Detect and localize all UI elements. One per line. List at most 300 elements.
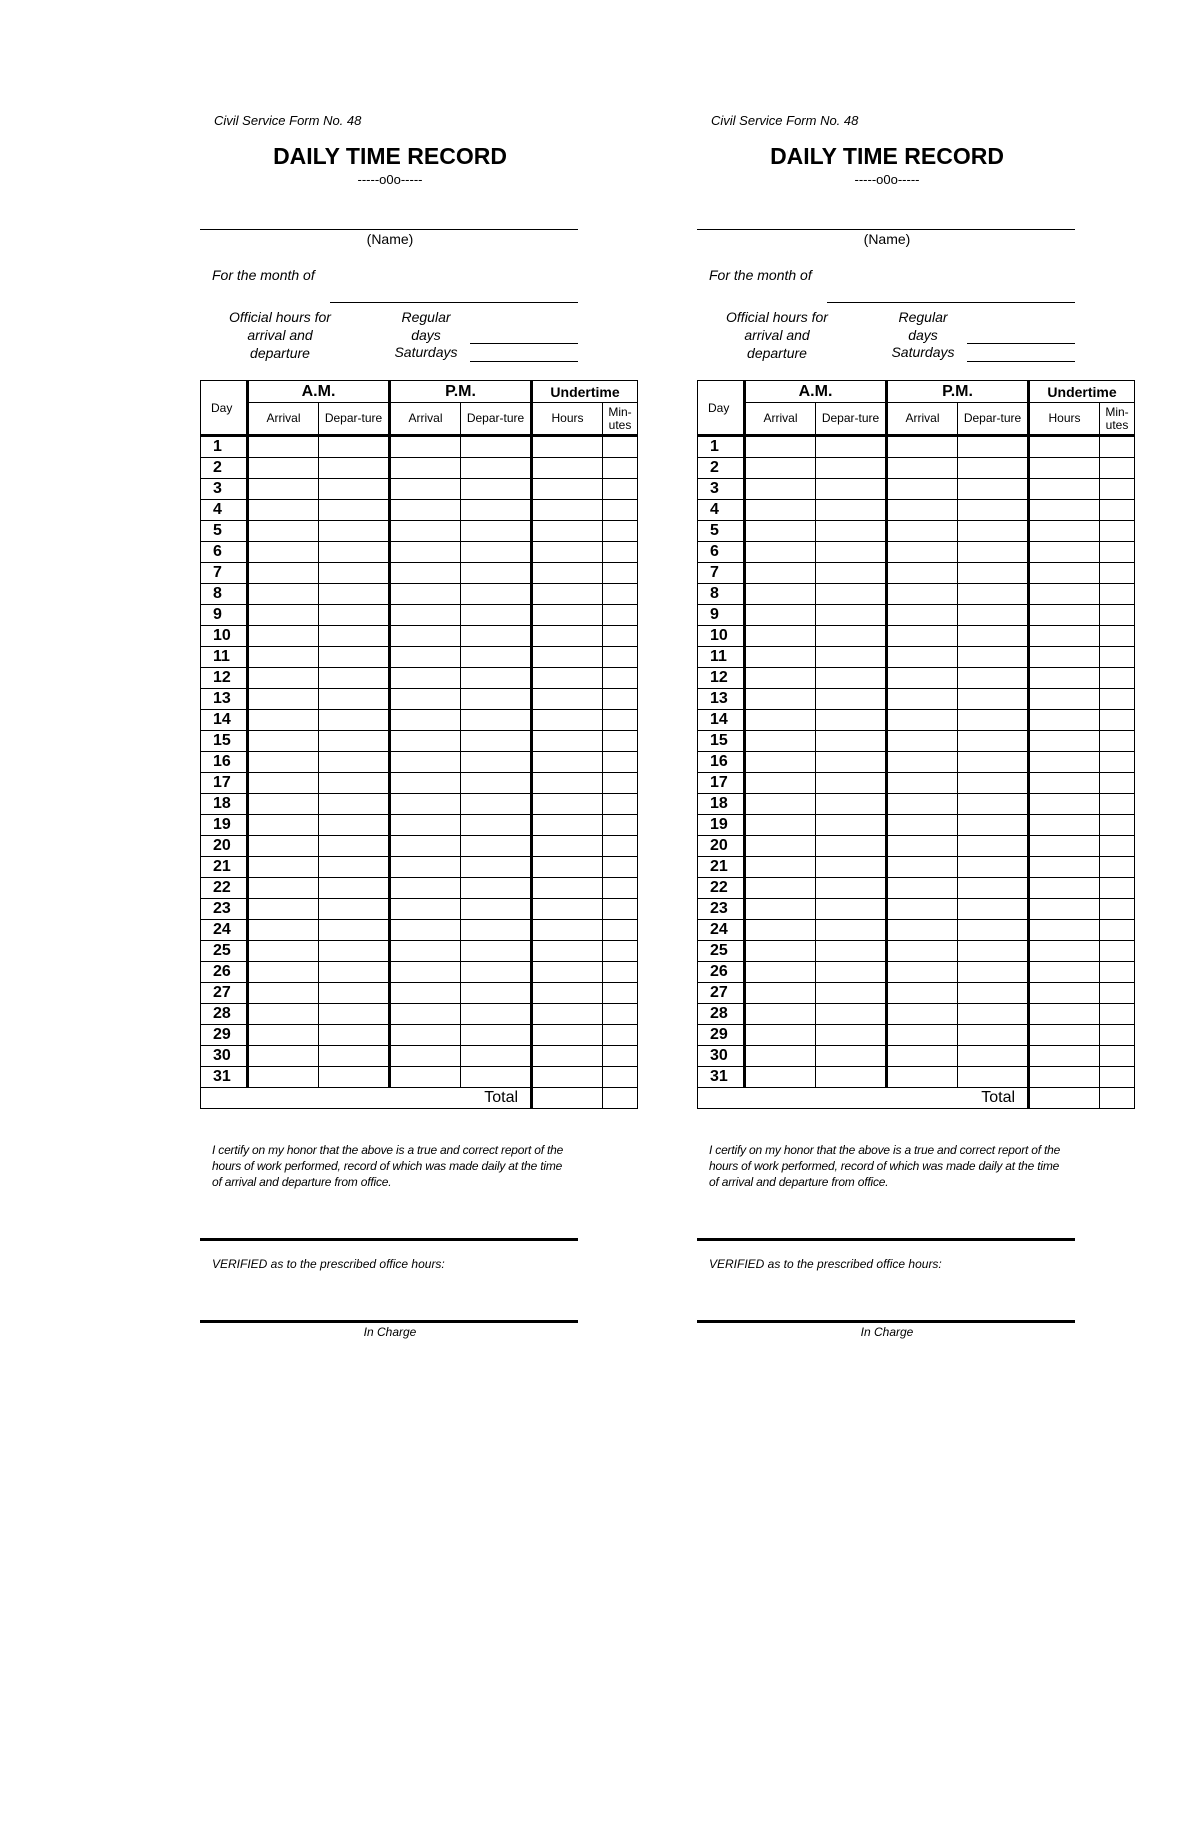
am-arrival-cell[interactable] <box>745 626 816 647</box>
undertime-minutes-cell[interactable] <box>1100 542 1135 563</box>
pm-departure-cell[interactable] <box>958 710 1029 731</box>
pm-departure-cell[interactable] <box>461 521 532 542</box>
am-departure-cell[interactable] <box>319 794 390 815</box>
undertime-minutes-cell[interactable] <box>603 584 638 605</box>
undertime-minutes-cell[interactable] <box>603 710 638 731</box>
undertime-minutes-cell[interactable] <box>603 563 638 584</box>
am-arrival-cell[interactable] <box>745 479 816 500</box>
pm-arrival-cell[interactable] <box>390 584 461 605</box>
am-departure-cell[interactable] <box>319 710 390 731</box>
am-departure-cell[interactable] <box>319 1025 390 1046</box>
am-arrival-cell[interactable] <box>248 563 319 584</box>
am-arrival-cell[interactable] <box>745 773 816 794</box>
pm-arrival-cell[interactable] <box>390 1025 461 1046</box>
undertime-hours-cell[interactable] <box>1029 857 1100 878</box>
pm-arrival-cell[interactable] <box>390 731 461 752</box>
undertime-minutes-cell[interactable] <box>603 899 638 920</box>
pm-arrival-cell[interactable] <box>887 436 958 458</box>
pm-departure-cell[interactable] <box>958 458 1029 479</box>
undertime-minutes-cell[interactable] <box>603 605 638 626</box>
regular-days-field[interactable] <box>967 343 1075 344</box>
pm-departure-cell[interactable] <box>958 1004 1029 1025</box>
undertime-minutes-cell[interactable] <box>603 647 638 668</box>
am-arrival-cell[interactable] <box>745 647 816 668</box>
am-departure-cell[interactable] <box>816 668 887 689</box>
undertime-hours-cell[interactable] <box>532 647 603 668</box>
undertime-hours-cell[interactable] <box>532 899 603 920</box>
am-departure-cell[interactable] <box>319 1046 390 1067</box>
pm-departure-cell[interactable] <box>958 941 1029 962</box>
undertime-hours-cell[interactable] <box>1029 542 1100 563</box>
am-arrival-cell[interactable] <box>745 815 816 836</box>
pm-departure-cell[interactable] <box>461 1025 532 1046</box>
pm-departure-cell[interactable] <box>958 521 1029 542</box>
am-departure-cell[interactable] <box>319 668 390 689</box>
total-hours-cell[interactable] <box>1029 1088 1100 1109</box>
undertime-minutes-cell[interactable] <box>1100 626 1135 647</box>
undertime-hours-cell[interactable] <box>1029 605 1100 626</box>
am-arrival-cell[interactable] <box>248 857 319 878</box>
am-departure-cell[interactable] <box>816 899 887 920</box>
am-departure-cell[interactable] <box>319 563 390 584</box>
undertime-minutes-cell[interactable] <box>603 1067 638 1088</box>
undertime-hours-cell[interactable] <box>532 1004 603 1025</box>
undertime-minutes-cell[interactable] <box>603 1046 638 1067</box>
undertime-hours-cell[interactable] <box>1029 521 1100 542</box>
pm-arrival-cell[interactable] <box>390 1004 461 1025</box>
undertime-hours-cell[interactable] <box>1029 479 1100 500</box>
undertime-hours-cell[interactable] <box>1029 584 1100 605</box>
pm-departure-cell[interactable] <box>958 920 1029 941</box>
undertime-minutes-cell[interactable] <box>603 1025 638 1046</box>
undertime-hours-cell[interactable] <box>532 710 603 731</box>
undertime-minutes-cell[interactable] <box>1100 647 1135 668</box>
pm-departure-cell[interactable] <box>461 647 532 668</box>
pm-arrival-cell[interactable] <box>390 794 461 815</box>
undertime-minutes-cell[interactable] <box>1100 857 1135 878</box>
total-minutes-cell[interactable] <box>1100 1088 1135 1109</box>
pm-arrival-cell[interactable] <box>390 1067 461 1088</box>
undertime-hours-cell[interactable] <box>1029 1004 1100 1025</box>
undertime-minutes-cell[interactable] <box>603 773 638 794</box>
am-departure-cell[interactable] <box>816 710 887 731</box>
am-arrival-cell[interactable] <box>745 710 816 731</box>
undertime-hours-cell[interactable] <box>1029 563 1100 584</box>
am-arrival-cell[interactable] <box>745 542 816 563</box>
pm-departure-cell[interactable] <box>461 983 532 1004</box>
am-departure-cell[interactable] <box>816 521 887 542</box>
am-arrival-cell[interactable] <box>745 521 816 542</box>
pm-arrival-cell[interactable] <box>887 500 958 521</box>
am-departure-cell[interactable] <box>319 731 390 752</box>
pm-departure-cell[interactable] <box>958 500 1029 521</box>
pm-arrival-cell[interactable] <box>887 479 958 500</box>
am-departure-cell[interactable] <box>816 773 887 794</box>
pm-departure-cell[interactable] <box>958 899 1029 920</box>
undertime-hours-cell[interactable] <box>532 1067 603 1088</box>
pm-arrival-cell[interactable] <box>887 647 958 668</box>
am-departure-cell[interactable] <box>816 920 887 941</box>
am-departure-cell[interactable] <box>319 479 390 500</box>
undertime-hours-cell[interactable] <box>1029 983 1100 1004</box>
am-arrival-cell[interactable] <box>745 1025 816 1046</box>
undertime-hours-cell[interactable] <box>1029 920 1100 941</box>
pm-departure-cell[interactable] <box>958 1046 1029 1067</box>
am-arrival-cell[interactable] <box>745 436 816 458</box>
undertime-hours-cell[interactable] <box>1029 878 1100 899</box>
pm-arrival-cell[interactable] <box>390 605 461 626</box>
pm-departure-cell[interactable] <box>461 752 532 773</box>
undertime-hours-cell[interactable] <box>532 1025 603 1046</box>
pm-arrival-cell[interactable] <box>887 878 958 899</box>
pm-arrival-cell[interactable] <box>887 752 958 773</box>
undertime-hours-cell[interactable] <box>532 794 603 815</box>
undertime-minutes-cell[interactable] <box>603 752 638 773</box>
undertime-minutes-cell[interactable] <box>603 941 638 962</box>
undertime-hours-cell[interactable] <box>532 605 603 626</box>
pm-departure-cell[interactable] <box>958 815 1029 836</box>
am-departure-cell[interactable] <box>319 647 390 668</box>
pm-arrival-cell[interactable] <box>887 1067 958 1088</box>
am-departure-cell[interactable] <box>319 605 390 626</box>
undertime-hours-cell[interactable] <box>532 500 603 521</box>
am-departure-cell[interactable] <box>319 689 390 710</box>
undertime-hours-cell[interactable] <box>532 983 603 1004</box>
pm-arrival-cell[interactable] <box>390 857 461 878</box>
undertime-hours-cell[interactable] <box>532 878 603 899</box>
undertime-minutes-cell[interactable] <box>1100 836 1135 857</box>
pm-departure-cell[interactable] <box>461 563 532 584</box>
am-departure-cell[interactable] <box>816 436 887 458</box>
undertime-minutes-cell[interactable] <box>1100 794 1135 815</box>
am-arrival-cell[interactable] <box>745 563 816 584</box>
am-arrival-cell[interactable] <box>248 878 319 899</box>
am-arrival-cell[interactable] <box>248 605 319 626</box>
undertime-hours-cell[interactable] <box>1029 500 1100 521</box>
am-departure-cell[interactable] <box>816 458 887 479</box>
am-arrival-cell[interactable] <box>745 920 816 941</box>
pm-departure-cell[interactable] <box>461 626 532 647</box>
undertime-hours-cell[interactable] <box>1029 647 1100 668</box>
undertime-minutes-cell[interactable] <box>603 500 638 521</box>
pm-departure-cell[interactable] <box>958 668 1029 689</box>
pm-departure-cell[interactable] <box>958 584 1029 605</box>
pm-arrival-cell[interactable] <box>390 962 461 983</box>
employee-signature-line[interactable] <box>200 1238 578 1241</box>
am-arrival-cell[interactable] <box>248 458 319 479</box>
pm-departure-cell[interactable] <box>461 436 532 458</box>
am-arrival-cell[interactable] <box>745 962 816 983</box>
pm-arrival-cell[interactable] <box>887 1025 958 1046</box>
pm-departure-cell[interactable] <box>958 773 1029 794</box>
undertime-minutes-cell[interactable] <box>1100 605 1135 626</box>
am-arrival-cell[interactable] <box>248 731 319 752</box>
am-arrival-cell[interactable] <box>248 542 319 563</box>
pm-departure-cell[interactable] <box>461 605 532 626</box>
pm-departure-cell[interactable] <box>461 836 532 857</box>
pm-arrival-cell[interactable] <box>390 1046 461 1067</box>
undertime-minutes-cell[interactable] <box>603 458 638 479</box>
in-charge-signature-line[interactable] <box>697 1320 1075 1323</box>
undertime-minutes-cell[interactable] <box>1100 710 1135 731</box>
am-arrival-cell[interactable] <box>248 962 319 983</box>
pm-arrival-cell[interactable] <box>887 815 958 836</box>
pm-arrival-cell[interactable] <box>390 668 461 689</box>
pm-arrival-cell[interactable] <box>887 584 958 605</box>
pm-arrival-cell[interactable] <box>390 878 461 899</box>
undertime-minutes-cell[interactable] <box>1100 899 1135 920</box>
am-departure-cell[interactable] <box>816 983 887 1004</box>
pm-arrival-cell[interactable] <box>390 710 461 731</box>
pm-departure-cell[interactable] <box>461 479 532 500</box>
undertime-minutes-cell[interactable] <box>1100 458 1135 479</box>
pm-arrival-cell[interactable] <box>390 500 461 521</box>
am-departure-cell[interactable] <box>816 1004 887 1025</box>
am-arrival-cell[interactable] <box>745 731 816 752</box>
am-departure-cell[interactable] <box>319 500 390 521</box>
undertime-hours-cell[interactable] <box>532 815 603 836</box>
pm-departure-cell[interactable] <box>461 920 532 941</box>
pm-arrival-cell[interactable] <box>390 752 461 773</box>
am-arrival-cell[interactable] <box>248 1004 319 1025</box>
name-field[interactable] <box>697 229 1075 230</box>
am-arrival-cell[interactable] <box>248 710 319 731</box>
undertime-minutes-cell[interactable] <box>603 436 638 458</box>
undertime-minutes-cell[interactable] <box>1100 815 1135 836</box>
pm-arrival-cell[interactable] <box>390 941 461 962</box>
pm-arrival-cell[interactable] <box>887 458 958 479</box>
am-departure-cell[interactable] <box>816 1067 887 1088</box>
am-arrival-cell[interactable] <box>248 668 319 689</box>
undertime-hours-cell[interactable] <box>532 458 603 479</box>
am-departure-cell[interactable] <box>816 941 887 962</box>
pm-departure-cell[interactable] <box>958 605 1029 626</box>
pm-arrival-cell[interactable] <box>887 521 958 542</box>
am-arrival-cell[interactable] <box>248 479 319 500</box>
pm-arrival-cell[interactable] <box>390 563 461 584</box>
pm-arrival-cell[interactable] <box>887 941 958 962</box>
undertime-minutes-cell[interactable] <box>603 983 638 1004</box>
undertime-minutes-cell[interactable] <box>603 1004 638 1025</box>
pm-arrival-cell[interactable] <box>887 857 958 878</box>
undertime-minutes-cell[interactable] <box>1100 668 1135 689</box>
am-departure-cell[interactable] <box>816 605 887 626</box>
am-arrival-cell[interactable] <box>248 500 319 521</box>
undertime-minutes-cell[interactable] <box>603 689 638 710</box>
am-arrival-cell[interactable] <box>745 899 816 920</box>
saturdays-field[interactable] <box>470 361 578 362</box>
pm-departure-cell[interactable] <box>958 479 1029 500</box>
am-arrival-cell[interactable] <box>248 647 319 668</box>
am-arrival-cell[interactable] <box>745 500 816 521</box>
am-arrival-cell[interactable] <box>745 752 816 773</box>
am-arrival-cell[interactable] <box>248 752 319 773</box>
am-arrival-cell[interactable] <box>248 584 319 605</box>
pm-departure-cell[interactable] <box>958 626 1029 647</box>
am-departure-cell[interactable] <box>816 857 887 878</box>
am-arrival-cell[interactable] <box>745 836 816 857</box>
undertime-hours-cell[interactable] <box>1029 815 1100 836</box>
undertime-minutes-cell[interactable] <box>1100 983 1135 1004</box>
regular-days-field[interactable] <box>470 343 578 344</box>
am-arrival-cell[interactable] <box>248 1025 319 1046</box>
pm-arrival-cell[interactable] <box>390 836 461 857</box>
pm-departure-cell[interactable] <box>461 1004 532 1025</box>
undertime-hours-cell[interactable] <box>532 584 603 605</box>
undertime-hours-cell[interactable] <box>532 836 603 857</box>
am-arrival-cell[interactable] <box>745 668 816 689</box>
pm-departure-cell[interactable] <box>958 752 1029 773</box>
pm-arrival-cell[interactable] <box>390 689 461 710</box>
am-arrival-cell[interactable] <box>745 794 816 815</box>
pm-departure-cell[interactable] <box>461 1067 532 1088</box>
pm-arrival-cell[interactable] <box>887 1004 958 1025</box>
total-minutes-cell[interactable] <box>603 1088 638 1109</box>
am-departure-cell[interactable] <box>816 752 887 773</box>
am-departure-cell[interactable] <box>816 626 887 647</box>
am-arrival-cell[interactable] <box>745 584 816 605</box>
undertime-minutes-cell[interactable] <box>1100 436 1135 458</box>
am-departure-cell[interactable] <box>816 1046 887 1067</box>
undertime-hours-cell[interactable] <box>532 521 603 542</box>
pm-departure-cell[interactable] <box>461 500 532 521</box>
undertime-hours-cell[interactable] <box>1029 794 1100 815</box>
undertime-minutes-cell[interactable] <box>1100 920 1135 941</box>
undertime-hours-cell[interactable] <box>532 689 603 710</box>
undertime-minutes-cell[interactable] <box>603 836 638 857</box>
undertime-minutes-cell[interactable] <box>603 626 638 647</box>
pm-arrival-cell[interactable] <box>390 983 461 1004</box>
am-departure-cell[interactable] <box>319 584 390 605</box>
am-arrival-cell[interactable] <box>248 626 319 647</box>
am-arrival-cell[interactable] <box>745 857 816 878</box>
pm-arrival-cell[interactable] <box>390 458 461 479</box>
pm-departure-cell[interactable] <box>958 836 1029 857</box>
am-arrival-cell[interactable] <box>248 794 319 815</box>
pm-departure-cell[interactable] <box>958 689 1029 710</box>
am-arrival-cell[interactable] <box>745 983 816 1004</box>
undertime-hours-cell[interactable] <box>532 920 603 941</box>
am-arrival-cell[interactable] <box>248 689 319 710</box>
pm-arrival-cell[interactable] <box>390 647 461 668</box>
am-departure-cell[interactable] <box>816 500 887 521</box>
pm-departure-cell[interactable] <box>461 689 532 710</box>
pm-arrival-cell[interactable] <box>390 436 461 458</box>
am-arrival-cell[interactable] <box>248 920 319 941</box>
pm-arrival-cell[interactable] <box>390 773 461 794</box>
undertime-hours-cell[interactable] <box>532 563 603 584</box>
am-departure-cell[interactable] <box>816 647 887 668</box>
total-hours-cell[interactable] <box>532 1088 603 1109</box>
pm-arrival-cell[interactable] <box>887 563 958 584</box>
am-arrival-cell[interactable] <box>248 1067 319 1088</box>
am-departure-cell[interactable] <box>816 479 887 500</box>
am-arrival-cell[interactable] <box>248 983 319 1004</box>
undertime-minutes-cell[interactable] <box>1100 1046 1135 1067</box>
undertime-minutes-cell[interactable] <box>1100 563 1135 584</box>
pm-departure-cell[interactable] <box>958 962 1029 983</box>
pm-departure-cell[interactable] <box>958 542 1029 563</box>
pm-arrival-cell[interactable] <box>887 542 958 563</box>
am-departure-cell[interactable] <box>816 962 887 983</box>
am-departure-cell[interactable] <box>319 962 390 983</box>
undertime-minutes-cell[interactable] <box>1100 878 1135 899</box>
am-departure-cell[interactable] <box>816 815 887 836</box>
undertime-hours-cell[interactable] <box>532 857 603 878</box>
pm-arrival-cell[interactable] <box>390 920 461 941</box>
pm-arrival-cell[interactable] <box>887 1046 958 1067</box>
am-departure-cell[interactable] <box>816 563 887 584</box>
am-departure-cell[interactable] <box>319 899 390 920</box>
undertime-hours-cell[interactable] <box>1029 1025 1100 1046</box>
month-field[interactable] <box>330 302 578 303</box>
undertime-minutes-cell[interactable] <box>1100 689 1135 710</box>
am-arrival-cell[interactable] <box>745 941 816 962</box>
undertime-minutes-cell[interactable] <box>603 920 638 941</box>
am-departure-cell[interactable] <box>816 689 887 710</box>
pm-arrival-cell[interactable] <box>887 962 958 983</box>
undertime-minutes-cell[interactable] <box>1100 773 1135 794</box>
undertime-hours-cell[interactable] <box>1029 710 1100 731</box>
undertime-hours-cell[interactable] <box>1029 899 1100 920</box>
pm-arrival-cell[interactable] <box>390 542 461 563</box>
pm-arrival-cell[interactable] <box>887 899 958 920</box>
am-departure-cell[interactable] <box>816 731 887 752</box>
am-departure-cell[interactable] <box>319 857 390 878</box>
undertime-hours-cell[interactable] <box>1029 962 1100 983</box>
am-departure-cell[interactable] <box>319 773 390 794</box>
am-arrival-cell[interactable] <box>745 605 816 626</box>
undertime-minutes-cell[interactable] <box>1100 1067 1135 1088</box>
pm-departure-cell[interactable] <box>958 563 1029 584</box>
undertime-hours-cell[interactable] <box>1029 1067 1100 1088</box>
undertime-minutes-cell[interactable] <box>603 878 638 899</box>
pm-departure-cell[interactable] <box>461 542 532 563</box>
undertime-hours-cell[interactable] <box>1029 436 1100 458</box>
pm-departure-cell[interactable] <box>461 1046 532 1067</box>
undertime-hours-cell[interactable] <box>532 773 603 794</box>
undertime-hours-cell[interactable] <box>1029 752 1100 773</box>
pm-arrival-cell[interactable] <box>887 983 958 1004</box>
undertime-minutes-cell[interactable] <box>1100 521 1135 542</box>
pm-departure-cell[interactable] <box>958 1025 1029 1046</box>
pm-departure-cell[interactable] <box>461 815 532 836</box>
pm-arrival-cell[interactable] <box>390 626 461 647</box>
pm-departure-cell[interactable] <box>461 668 532 689</box>
month-field[interactable] <box>827 302 1075 303</box>
undertime-hours-cell[interactable] <box>532 436 603 458</box>
pm-arrival-cell[interactable] <box>887 710 958 731</box>
undertime-minutes-cell[interactable] <box>603 857 638 878</box>
undertime-hours-cell[interactable] <box>1029 689 1100 710</box>
pm-departure-cell[interactable] <box>958 794 1029 815</box>
undertime-hours-cell[interactable] <box>1029 731 1100 752</box>
pm-departure-cell[interactable] <box>461 899 532 920</box>
undertime-minutes-cell[interactable] <box>1100 584 1135 605</box>
am-arrival-cell[interactable] <box>248 836 319 857</box>
undertime-minutes-cell[interactable] <box>1100 479 1135 500</box>
pm-arrival-cell[interactable] <box>887 773 958 794</box>
saturdays-field[interactable] <box>967 361 1075 362</box>
am-departure-cell[interactable] <box>816 836 887 857</box>
pm-departure-cell[interactable] <box>461 962 532 983</box>
undertime-hours-cell[interactable] <box>1029 458 1100 479</box>
pm-arrival-cell[interactable] <box>887 626 958 647</box>
pm-departure-cell[interactable] <box>958 878 1029 899</box>
am-departure-cell[interactable] <box>319 1067 390 1088</box>
am-departure-cell[interactable] <box>319 521 390 542</box>
name-field[interactable] <box>200 229 578 230</box>
